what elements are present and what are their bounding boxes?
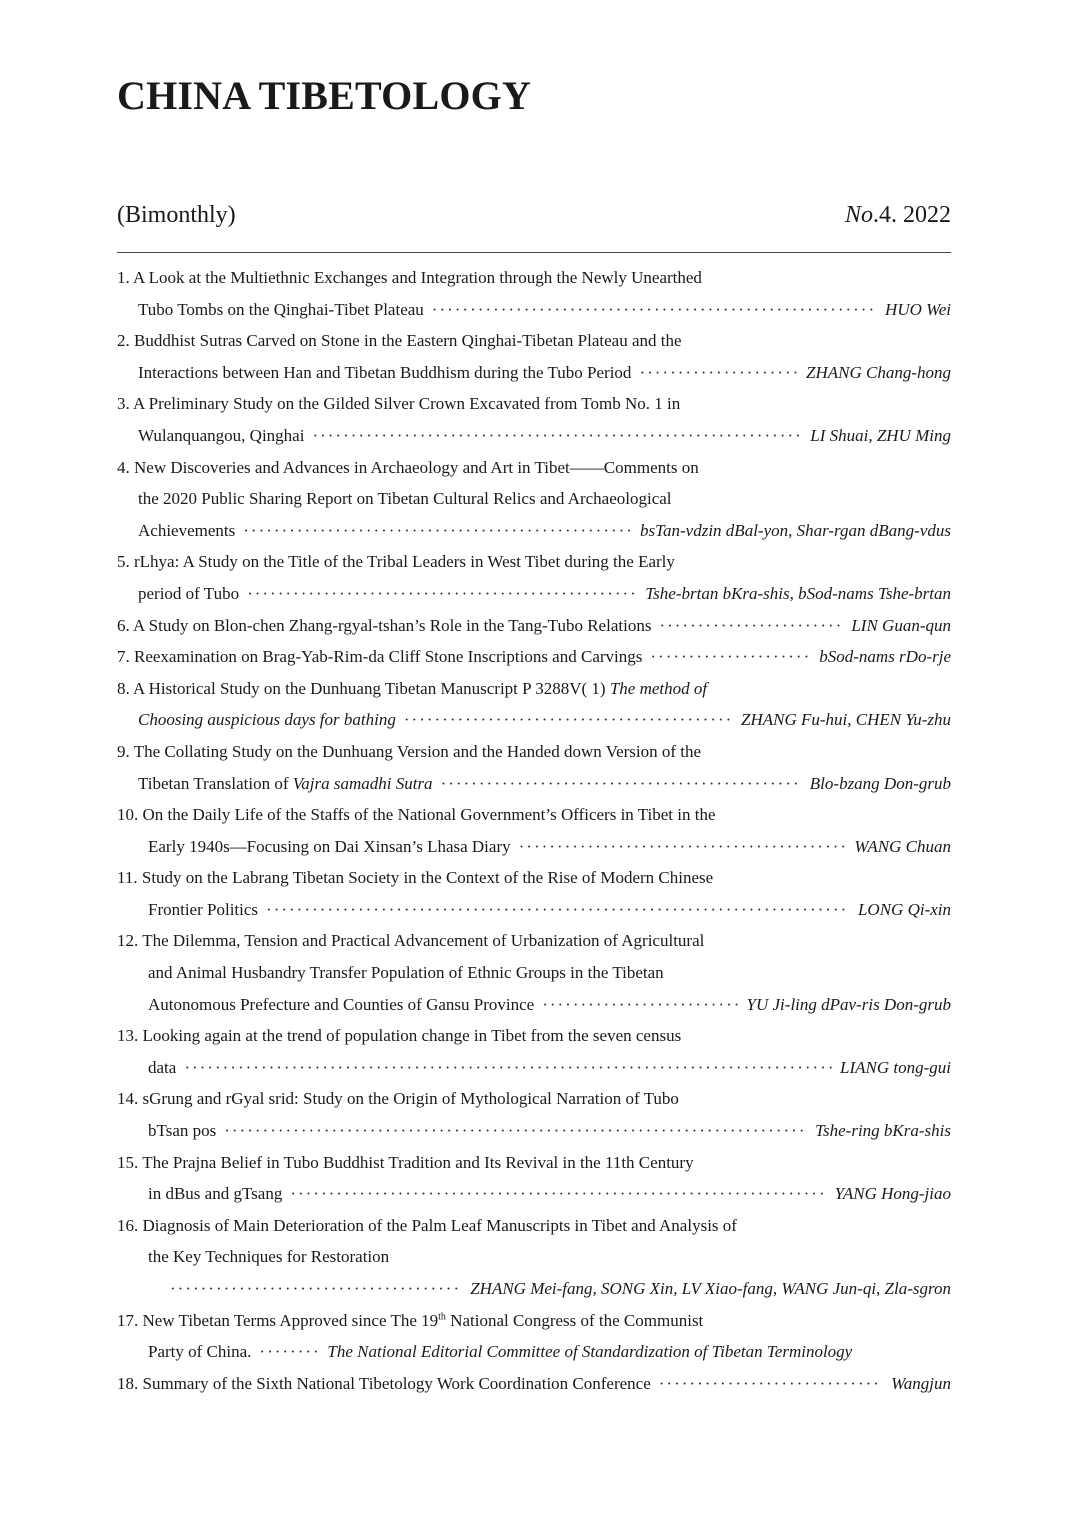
toc-author: LIN Guan-qun xyxy=(851,615,951,635)
dot-leader xyxy=(659,1368,883,1400)
toc-title-line: 12. The Dilemma, Tension and Practical Advancement of Urbanization of Agricultural xyxy=(117,931,705,951)
toc-title-line: Early 1940s—Focusing on Dai Xinsan’s Lhasa Diary xyxy=(148,836,511,856)
dot-leader xyxy=(432,294,877,326)
toc-author: ZHANG Fu-hui, CHEN Yu-zhu xyxy=(740,710,951,730)
toc-title-line: in dBus and gTsang xyxy=(148,1184,283,1204)
toc-entry-11[interactable] xyxy=(117,862,951,925)
issue-info-row xyxy=(117,200,951,230)
toc-entry-5[interactable] xyxy=(117,546,951,609)
toc-author: HUO Wei xyxy=(885,299,951,319)
toc-author: The National Editorial Committee of Standardization of Tibetan Terminology xyxy=(327,1342,853,1362)
dot-leader xyxy=(170,1273,462,1305)
toc-entry-18[interactable] xyxy=(117,1368,951,1400)
dot-leader xyxy=(650,641,811,673)
toc-title-line: bTsan pos xyxy=(148,1121,217,1141)
superscript-ordinal: th xyxy=(438,1310,446,1322)
toc-entry-13[interactable] xyxy=(117,1020,951,1083)
toc-entry-4[interactable] xyxy=(117,452,951,547)
toc-entry-1[interactable] xyxy=(117,262,951,325)
dot-leader xyxy=(639,357,798,389)
toc-author: ZHANG Chang-hong xyxy=(806,362,951,382)
toc-title-italic: Choosing auspicious days for bathing xyxy=(138,710,396,730)
toc-title-line: Tibetan Translation of xyxy=(138,773,289,793)
dot-leader xyxy=(243,515,632,547)
toc-title-line: 18. Summary of the Sixth National Tibetology Work Coordination Conference xyxy=(117,1373,651,1393)
toc-title-line: 10. On the Daily Life of the Staffs of the National Government’s Officers in Tibet in the xyxy=(117,805,716,825)
journal-title: CHINA TIBETOLOGY xyxy=(117,73,532,118)
dot-leader xyxy=(441,768,802,800)
toc-title-line: 7. Reexamination on Brag-Yab-Rim-da Cliff Stone Inscriptions and Carvings xyxy=(117,647,643,667)
toc-title-part: National Congress of the Communist xyxy=(445,1310,704,1330)
toc-author: Tshe-ring bKra-shis xyxy=(815,1121,951,1141)
dot-leader xyxy=(659,610,843,642)
toc-entry-15[interactable] xyxy=(117,1147,951,1210)
toc-title-line: period of Tubo xyxy=(138,583,240,603)
frequency-label: (Bimonthly) xyxy=(117,202,236,228)
toc-title-line: Party of China. xyxy=(148,1342,252,1362)
dot-leader xyxy=(312,420,802,452)
issue-number-suffix: .4. 2022 xyxy=(873,202,951,228)
dot-leader xyxy=(247,578,637,610)
issue-number xyxy=(845,200,951,230)
toc-entry-3[interactable] xyxy=(117,388,951,451)
toc-entry-8[interactable] xyxy=(117,673,951,736)
toc-title-italic: Vajra samadhi Sutra xyxy=(292,773,433,793)
toc-author: Blo-bzang Don-grub xyxy=(809,773,951,793)
toc-title-part: 17. New Tibetan Terms Approved since The 19 xyxy=(117,1310,439,1330)
toc-title-line: the 2020 Public Sharing Report on Tibetan Cultural Relics and Archaeological xyxy=(138,489,672,509)
issue-number-prefix: No xyxy=(844,202,873,228)
toc-title-line: 14. sGrung and rGyal srid: Study on the Origin of Mythological Narration of Tubo xyxy=(117,1089,679,1109)
toc-entry-12[interactable] xyxy=(117,925,951,1020)
toc-author: ZHANG Mei-fang, SONG Xin, LV Xiao-fang, WANG Jun-qi, Zla-sgron xyxy=(470,1279,951,1298)
toc-title-line: 6. A Study on Blon-chen Zhang-rgyal-tshan’s Role in the Tang-Tubo Relations xyxy=(117,615,652,635)
dot-leader xyxy=(224,1115,807,1147)
toc-title-line: 15. The Prajna Belief in Tubo Buddhist Tradition and Its Revival in the 11th Century xyxy=(117,1152,694,1172)
header-divider xyxy=(117,252,951,253)
dot-leader xyxy=(404,704,733,736)
toc-author: bSod-nams rDo-rje xyxy=(819,647,951,667)
toc-title-line: Wulanquangou, Qinghai xyxy=(138,425,305,445)
dot-leader xyxy=(290,1178,826,1210)
toc-title-line: 3. A Preliminary Study on the Gilded Silver Crown Excavated from Tomb No. 1 in xyxy=(117,394,681,414)
toc-title-line: 2. Buddhist Sutras Carved on Stone in the Eastern Qinghai-Tibetan Plateau and the xyxy=(117,331,682,351)
toc-author: LI Shuai, ZHU Ming xyxy=(810,425,951,445)
toc-title-line: 4. New Discoveries and Advances in Archaeology and Art in Tibet——Comments on xyxy=(117,457,699,477)
toc-entry-16[interactable] xyxy=(117,1210,951,1305)
toc-entry-9[interactable] xyxy=(117,736,951,799)
toc-entry-14[interactable] xyxy=(117,1083,951,1146)
toc-author: LIANG tong-gui xyxy=(840,1057,951,1077)
toc-title-line: 13. Looking again at the trend of population change in Tibet from the seven census xyxy=(117,1026,682,1046)
toc-title-line: 16. Diagnosis of Main Deterioration of the Palm Leaf Manuscripts in Tibet and Analysis of xyxy=(117,1215,737,1235)
table-of-contents xyxy=(117,262,951,1399)
toc-title-line: Tubo Tombs on the Qinghai-Tibet Plateau xyxy=(138,299,424,319)
toc-author: LONG Qi-xin xyxy=(857,899,951,919)
toc-title-line: Frontier Politics xyxy=(148,899,259,919)
toc-author: YANG Hong-jiao xyxy=(834,1184,951,1204)
toc-title-line: and Animal Husbandry Transfer Population of Ethnic Groups in the Tibetan xyxy=(148,963,664,983)
dot-leader xyxy=(184,1052,832,1084)
toc-entry-7[interactable] xyxy=(117,641,951,673)
dot-leader xyxy=(259,1336,319,1368)
toc-title-line: Achievements xyxy=(138,520,236,540)
toc-entry-17[interactable] xyxy=(117,1305,951,1368)
dot-leader xyxy=(542,989,738,1021)
dot-leader xyxy=(519,831,847,863)
toc-title-italic: The method of xyxy=(609,678,708,698)
toc-author: WANG Chuan xyxy=(854,836,951,856)
toc-author: Wangjun xyxy=(891,1373,951,1393)
toc-author: Tshe-brtan bKra-shis, bSod-nams Tshe-brtan xyxy=(645,583,951,603)
toc-title-line: Interactions between Han and Tibetan Buddhism during the Tubo Period xyxy=(138,362,632,382)
toc-title-line: 9. The Collating Study on the Dunhuang Version and the Handed down Version of the xyxy=(117,741,702,761)
toc-title-line: 5. rLhya: A Study on the Title of the Tribal Leaders in West Tibet during the Early xyxy=(117,552,675,572)
toc-author: YU Ji-ling dPav-ris Don-grub xyxy=(746,994,951,1014)
toc-title-line: 1. A Look at the Multiethnic Exchanges and Integration through the Newly Unearthed xyxy=(117,268,702,287)
toc-title-line: data xyxy=(148,1057,177,1077)
toc-title-line: 8. A Historical Study on the Dunhuang Tibetan Manuscript P 3288V( 1) xyxy=(117,678,606,698)
toc-author: bsTan-vdzin dBal-yon, Shar-rgan dBang-vdus xyxy=(640,520,951,540)
toc-title-line: 11. Study on the Labrang Tibetan Society in the Context of the Rise of Modern Chinese xyxy=(117,868,714,888)
dot-leader xyxy=(266,894,850,926)
toc-entry-10[interactable] xyxy=(117,799,951,862)
toc-title-line: the Key Techniques for Restoration xyxy=(148,1247,390,1267)
toc-entry-2[interactable] xyxy=(117,325,951,388)
toc-title-line: Autonomous Prefecture and Counties of Gansu Province xyxy=(148,994,535,1014)
toc-title-line xyxy=(117,1305,703,1337)
toc-entry-6[interactable] xyxy=(117,610,951,642)
